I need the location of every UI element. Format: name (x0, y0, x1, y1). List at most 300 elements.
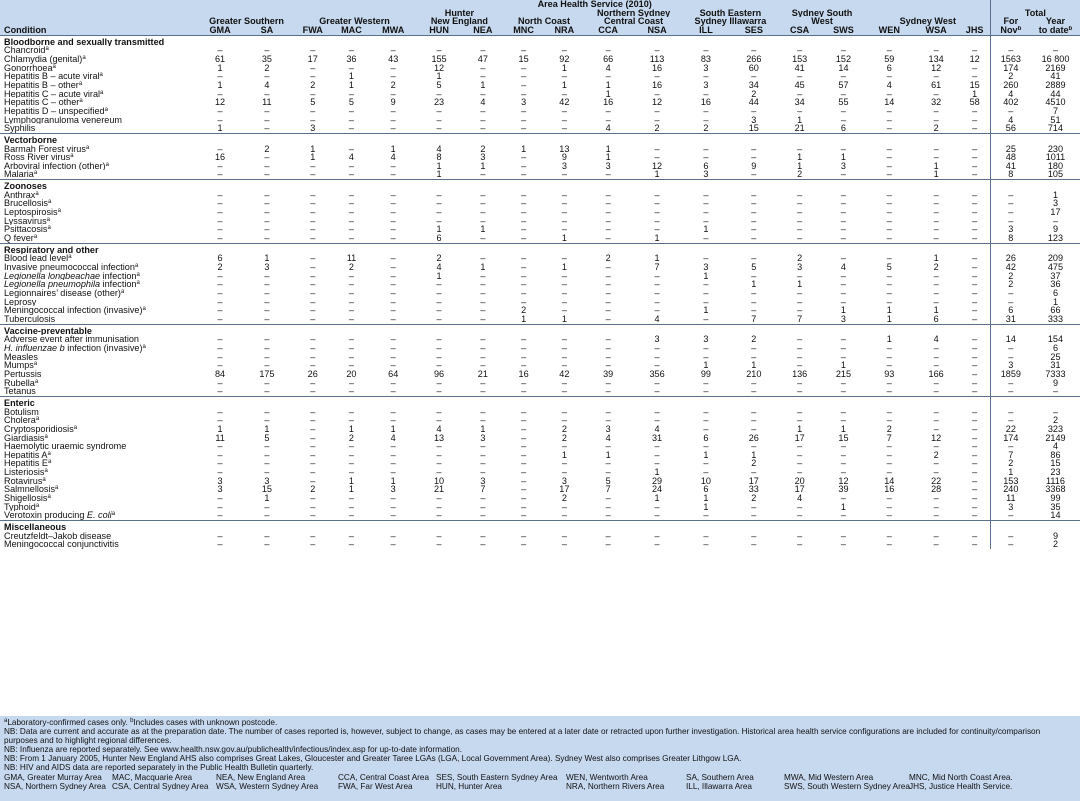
cell-value: – (521, 407, 527, 417)
cell-value: – (933, 531, 939, 541)
cell-value: – (521, 502, 527, 512)
cell-value: 31 (990, 315, 1031, 324)
table-row (0, 416, 1080, 425)
cell-value: – (436, 511, 442, 521)
cell-value: – (310, 199, 316, 209)
abbreviation: JHS, Justice Health Service. (909, 781, 1013, 791)
table-row (0, 170, 1080, 179)
cell-value: – (886, 216, 892, 226)
cell-value: – (972, 280, 978, 289)
cell-value: – (480, 297, 486, 307)
condition-label: Chancroid$^a$ (4, 46, 49, 55)
cell-value: – (348, 314, 354, 324)
cell-value: – (561, 115, 567, 125)
condition-label: Listeriosis$^a$ (4, 468, 48, 477)
cell-value: 154 (1047, 335, 1064, 344)
cell-value: – (348, 378, 354, 388)
cell-value: – (972, 225, 978, 235)
cell-value: – (480, 511, 486, 521)
cell-value: – (654, 72, 660, 81)
cell-value: – (264, 153, 270, 162)
cell-value: 2 (310, 80, 316, 90)
cell-value: – (264, 314, 270, 324)
cell-value: 64 (388, 369, 399, 379)
cell-value: 4 (886, 80, 892, 90)
cell-value: – (933, 115, 939, 125)
cell-value: – (310, 190, 316, 200)
cell-value: – (348, 289, 354, 298)
cell-value: 17 (307, 54, 318, 64)
cell-value: – (348, 442, 354, 451)
cell-value: 12 (931, 63, 942, 73)
cell-value: – (703, 199, 709, 209)
cell-value: 8 (990, 234, 1031, 243)
cell-value: – (972, 416, 978, 425)
cell-value: – (521, 254, 527, 264)
condition-label: Rotavirus$^a$ (4, 476, 46, 486)
cell-value: – (217, 378, 223, 388)
condition-label: Adverse event after immunisation (4, 335, 139, 344)
cell-value: – (217, 72, 223, 81)
cell-value: 215 (835, 369, 852, 379)
cell-value: 4 (1052, 442, 1058, 451)
cell-value: – (972, 531, 978, 541)
condition-label: Ross River virus$^a$ (4, 153, 74, 162)
cell-value: – (217, 450, 223, 460)
table-row (0, 370, 1080, 379)
cell-value: 1 (348, 476, 354, 486)
cell-value: – (751, 153, 757, 162)
condition-header: Condition (0, 26, 200, 35)
cell-value: – (264, 361, 270, 370)
cell-value: 3 (310, 124, 316, 134)
cell-value: – (264, 89, 270, 99)
cell-value: – (990, 442, 1031, 451)
cell-value: – (310, 416, 316, 425)
cell-value: – (348, 106, 354, 116)
cell-value: – (310, 433, 316, 443)
condition-label: Hepatitis B – other$^a$ (4, 80, 83, 90)
cell-value: 17 (1050, 208, 1061, 217)
cell-value: 123 (1047, 234, 1064, 244)
cell-value: 23 (433, 98, 445, 107)
cell-value: 39 (603, 369, 614, 379)
cell-value: – (310, 72, 316, 81)
cell-value: – (561, 531, 567, 541)
cell-value: 4 (605, 63, 611, 73)
cell-value: – (561, 378, 567, 388)
cell-value: – (972, 153, 978, 162)
cell-value: – (840, 280, 846, 289)
condition-label: Typhoid$^a$ (4, 502, 40, 512)
condition-label: Giardiasis$^a$ (4, 433, 48, 443)
cell-value: – (990, 289, 1031, 298)
table-row (0, 511, 1080, 520)
category-row (0, 35, 1080, 46)
cell-value: – (561, 468, 567, 477)
cell-value: – (990, 191, 1031, 200)
cell-value: 1 (703, 225, 709, 235)
cell-value: 2 (990, 459, 1031, 468)
table-row (0, 272, 1080, 281)
cell-value: 1 (561, 234, 567, 244)
cell-value: 4 (990, 116, 1031, 125)
cell-value: 45 (794, 80, 805, 90)
cell-value: – (521, 335, 527, 344)
table-row (0, 254, 1080, 263)
cell-value: – (480, 271, 486, 281)
cell-value: 66 (1050, 306, 1061, 315)
cell-value: – (561, 225, 567, 235)
cell-value: 1 (840, 153, 846, 162)
cell-value: – (310, 540, 316, 550)
cell-value: – (933, 289, 939, 298)
cell-value: – (972, 63, 978, 73)
cell-value: – (886, 289, 892, 298)
table-row (0, 451, 1080, 460)
cell-value: – (1052, 216, 1058, 226)
cell-value: – (605, 502, 611, 512)
cell-value: – (886, 531, 892, 541)
cell-value: – (886, 459, 892, 469)
cell-value: – (390, 289, 396, 298)
cell-value: – (703, 234, 709, 244)
cell-value: – (348, 502, 354, 512)
cell-value: 47 (477, 54, 488, 64)
cell-value: – (972, 378, 978, 388)
cell-value: – (348, 89, 354, 99)
cell-value: – (521, 352, 527, 362)
cell-value: – (310, 161, 316, 171)
cell-value: – (605, 263, 611, 272)
cell-value: 4 (436, 144, 442, 154)
col-header-wen: WEN (866, 26, 913, 35)
cell-value: – (390, 225, 396, 235)
cell-value: 1 (480, 263, 486, 272)
cell-value: – (654, 89, 660, 99)
cell-value: – (972, 216, 978, 226)
table-row (0, 315, 1080, 324)
cell-value: – (561, 459, 567, 469)
cell-value: 166 (928, 369, 944, 379)
category-label: Enteric (0, 396, 200, 407)
cell-value: – (972, 442, 978, 451)
cell-value: – (480, 314, 486, 324)
cell-value: 15 (518, 54, 529, 64)
cell-value: – (217, 335, 223, 344)
cell-value: – (933, 225, 939, 235)
cell-value: – (521, 271, 527, 281)
table-row (0, 191, 1080, 200)
cell-value: – (886, 271, 892, 281)
cell-value: – (605, 352, 611, 362)
cell-value: – (348, 450, 354, 460)
abbreviation: NRA, Northern Rivers Area (566, 781, 665, 791)
cell-value: – (217, 468, 223, 477)
cell-value: 5 (436, 80, 442, 90)
cell-value: 1 (840, 361, 846, 370)
cell-value: 1 (264, 254, 270, 264)
cell-value: – (751, 306, 757, 315)
cell-value: – (972, 144, 978, 154)
cell-value: 1 (751, 450, 757, 460)
cell-value: – (480, 361, 486, 370)
cell-value: – (933, 208, 939, 217)
cell-value: – (933, 540, 939, 550)
cell-value: – (972, 387, 978, 397)
condition-label: Cholera$^a$ (4, 416, 40, 425)
abbreviation: FWA, Far West Area (338, 781, 413, 791)
cell-value: – (703, 297, 709, 307)
cell-value: 180 (1047, 161, 1064, 171)
cell-value: – (797, 271, 803, 281)
cell-value: 2 (605, 254, 611, 264)
cell-value: – (933, 468, 939, 477)
cell-value: – (264, 199, 270, 209)
cell-value: – (605, 72, 611, 81)
cell-value: 1 (797, 115, 803, 125)
cell-value: 7 (990, 451, 1031, 460)
cell-value: – (605, 271, 611, 281)
cell-value: 7 (886, 433, 892, 443)
cell-value: – (654, 387, 660, 397)
cell-value: – (521, 263, 527, 272)
cell-value: 16 (651, 80, 663, 90)
cell-value: – (310, 106, 316, 116)
cell-value: – (654, 46, 660, 55)
category-row (0, 243, 1080, 254)
cell-value: 26 (990, 254, 1031, 263)
cell-value: – (310, 511, 316, 521)
cell-value: – (933, 280, 939, 289)
cell-value: 99 (1050, 494, 1061, 503)
cell-value: 6 (436, 234, 442, 244)
cell-value: – (436, 450, 442, 460)
cell-value: – (605, 106, 611, 116)
cell-value: – (390, 115, 396, 125)
cell-value: – (933, 442, 939, 451)
cell-value: – (264, 343, 270, 353)
condition-label: Cryptosporidiosis$^a$ (4, 424, 78, 434)
cell-value: – (436, 115, 442, 125)
cell-value: – (390, 459, 396, 469)
cell-value: – (436, 289, 442, 298)
cell-value: – (751, 407, 757, 417)
cell-value: – (436, 190, 442, 200)
header-group-row2 (0, 17, 1080, 26)
cell-value: – (972, 234, 978, 244)
cell-value: – (933, 459, 939, 469)
cell-value: – (561, 106, 567, 116)
cell-value: 3 (217, 485, 223, 495)
cell-value: – (840, 89, 846, 99)
cell-value: – (310, 254, 316, 264)
cell-value: 266 (746, 54, 762, 64)
cell-value: 240 (990, 485, 1031, 494)
cell-value: – (521, 170, 527, 180)
cell-value: – (990, 387, 1031, 396)
table-row (0, 344, 1080, 353)
cell-value: 323 (1047, 424, 1064, 434)
cell-value: 14 (838, 63, 849, 73)
cell-value: – (264, 46, 270, 55)
cell-value: – (310, 225, 316, 235)
cell-value: – (972, 208, 978, 217)
cell-value: 1 (933, 170, 939, 180)
cell-value: 36 (346, 54, 357, 64)
cell-value: 2 (217, 263, 223, 272)
cell-value: – (654, 153, 660, 162)
cell-value: – (390, 190, 396, 200)
cell-value: – (264, 280, 270, 289)
cell-value: 1 (264, 424, 270, 434)
cell-value: 1 (886, 306, 892, 315)
cell-value: 1 (217, 124, 223, 134)
cell-value: 1 (480, 424, 486, 434)
cell-value: – (390, 63, 396, 73)
cell-value: – (348, 161, 354, 171)
cell-value: 9 (390, 98, 396, 107)
cell-value: – (264, 170, 270, 180)
cell-value: – (521, 199, 527, 209)
cell-value: – (797, 416, 803, 425)
cell-value: 16 (518, 369, 529, 379)
cell-value: – (264, 297, 270, 307)
table-row (0, 387, 1080, 396)
cell-value: – (217, 442, 223, 451)
cell-value: – (703, 46, 709, 55)
table-row (0, 468, 1080, 477)
cell-value: – (840, 144, 846, 154)
cell-value: – (480, 115, 486, 125)
cell-value: – (390, 450, 396, 460)
cell-value: 48 (990, 153, 1031, 162)
cell-value: – (751, 442, 757, 451)
group-greater-southern: Greater Southern (209, 17, 284, 26)
cell-value: 7 (751, 314, 757, 324)
cell-value: 6 (703, 485, 709, 495)
cell-value: – (703, 190, 709, 200)
condition-label: Rubella$^a$ (4, 378, 39, 388)
cell-value: – (605, 190, 611, 200)
cell-value: – (390, 378, 396, 388)
cell-value: 3 (990, 361, 1031, 370)
cell-value: – (348, 352, 354, 362)
cell-value: – (480, 416, 486, 425)
table-row (0, 263, 1080, 272)
table-title: Area Health Service (2010) (537, 0, 652, 9)
cell-value: – (561, 387, 567, 397)
col-header-nea: NEA (462, 26, 503, 35)
cell-value: 3 (561, 161, 567, 171)
cell-value: – (480, 502, 486, 512)
cell-value: – (480, 280, 486, 289)
cell-value: – (521, 424, 527, 434)
cell-value: – (605, 199, 611, 209)
cell-value: – (390, 502, 396, 512)
cell-value: 2 (390, 80, 396, 90)
cell-value: – (933, 234, 939, 244)
cell-value: – (972, 424, 978, 434)
cell-value: – (390, 263, 396, 272)
cell-value: 33 (748, 485, 759, 495)
cell-value: – (480, 352, 486, 362)
abbreviation: NEA, New England Area (216, 772, 306, 782)
cell-value: 26 (307, 369, 318, 379)
abbreviation: SES, South Eastern Sydney Area (436, 772, 558, 782)
table-row (0, 225, 1080, 234)
cell-value: 9 (1052, 225, 1058, 235)
cell-value: 3 (521, 98, 527, 107)
cell-value: 6 (217, 254, 223, 264)
cell-value: 6 (886, 63, 892, 73)
footnotes (0, 716, 1080, 801)
cell-value: – (310, 280, 316, 289)
table-row (0, 217, 1080, 226)
cell-value: – (217, 511, 223, 521)
cell-value: – (264, 335, 270, 344)
cell-value: 4 (605, 433, 611, 443)
col-header-sws: SWS (821, 26, 866, 35)
cell-value: 9 (751, 161, 757, 171)
cell-value: – (703, 208, 709, 217)
cell-value: – (348, 199, 354, 209)
cell-value: 4 (390, 433, 396, 443)
cell-value: 5 (886, 263, 892, 272)
cell-value: – (972, 72, 978, 81)
cell-value: – (605, 468, 611, 477)
cell-value: – (990, 408, 1031, 417)
cell-value: – (840, 407, 846, 417)
cell-value: – (436, 459, 442, 469)
cell-value: 475 (1047, 263, 1064, 272)
table-row (0, 298, 1080, 307)
cell-value: 2 (561, 433, 567, 443)
cell-value: – (217, 216, 223, 226)
cell-value: – (310, 476, 316, 486)
cell-value: – (840, 115, 846, 125)
cell-value: – (990, 46, 1031, 55)
col-header-hun: HUN (416, 26, 463, 35)
cell-value: – (264, 511, 270, 521)
cell-value: – (703, 254, 709, 264)
cell-value: – (605, 378, 611, 388)
condition-label: Meningococcal infection (invasive)$^a$ (4, 306, 146, 315)
cell-value: – (933, 378, 939, 388)
cell-value: – (348, 216, 354, 226)
cell-value: – (933, 352, 939, 362)
cell-value: 4 (390, 153, 396, 162)
cell-value: 3 (561, 476, 567, 486)
cell-value: – (840, 106, 846, 116)
cell-value: – (480, 289, 486, 298)
cell-value: – (933, 361, 939, 370)
cell-value: – (605, 361, 611, 370)
cell-value: 26 (748, 433, 759, 443)
category-row (0, 180, 1080, 191)
cell-value: 3 (751, 115, 757, 125)
cell-value: – (972, 540, 978, 550)
cell-value: 41 (1050, 72, 1061, 81)
cell-value: 3 (703, 263, 709, 272)
cell-value: – (605, 387, 611, 397)
cell-value: – (654, 216, 660, 226)
cell-value: 1 (703, 450, 709, 460)
cell-value: 16 (214, 153, 226, 162)
cell-value: – (840, 234, 846, 244)
cell-value: – (217, 225, 223, 235)
cell-value: 66 (603, 54, 614, 64)
